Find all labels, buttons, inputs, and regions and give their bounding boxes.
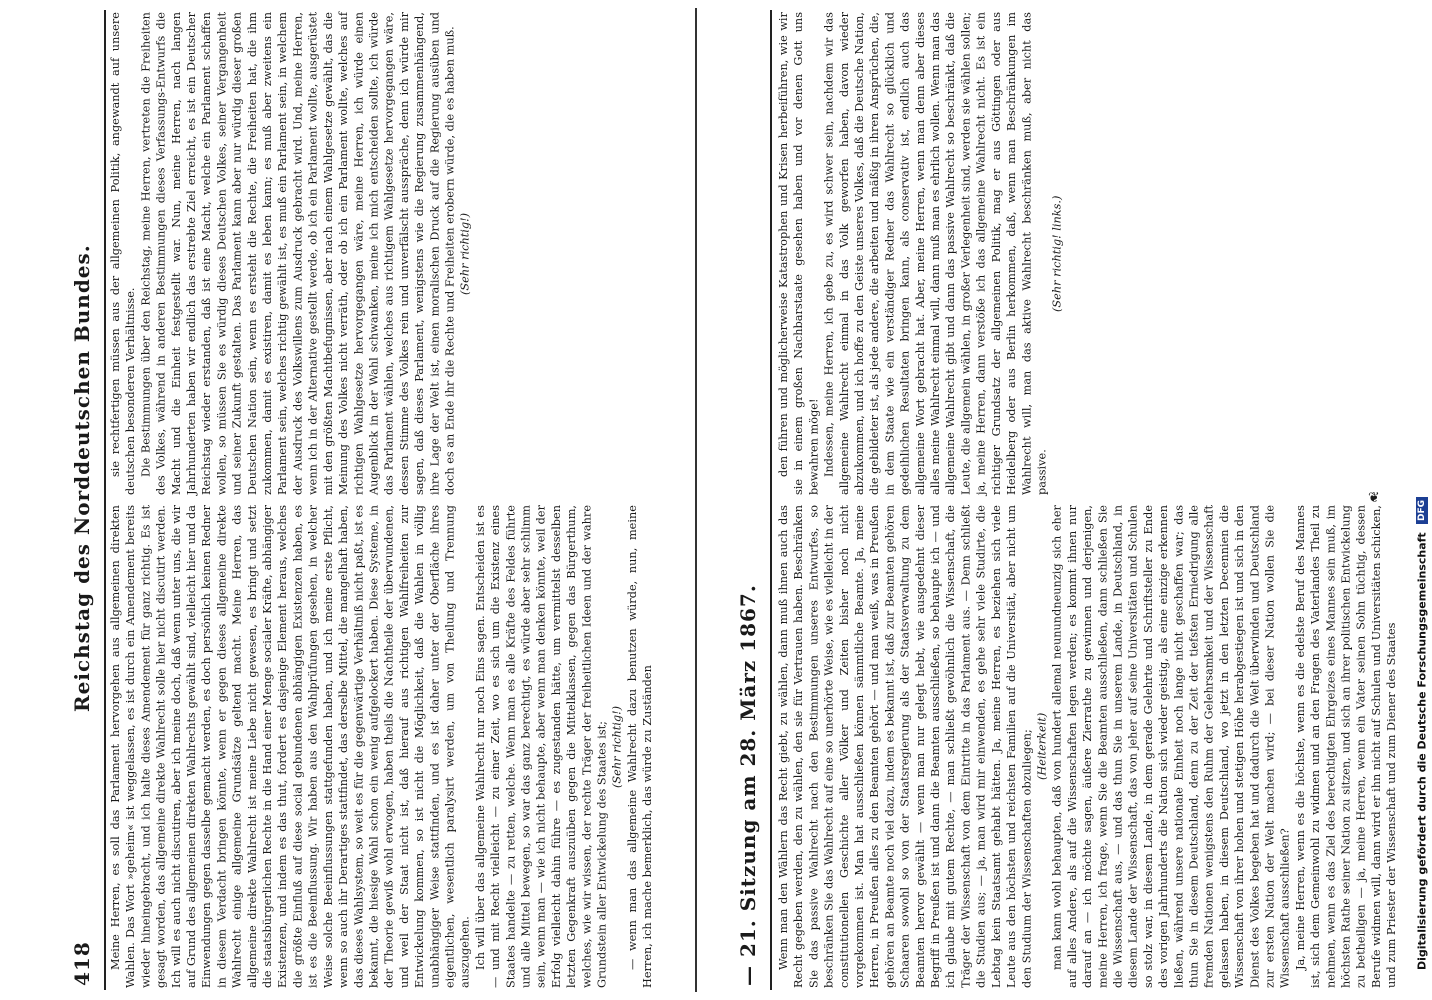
right-column-a xyxy=(776,12,1396,495)
paragraph: Ja, meine Herren, wenn es die höchste, wenn es die edelste Beruf des Mannes ist, sich dem Gemeinwohl zu widmen und an den Fragen des Vaterlandes Theil zu nehmen, wenn es das Ziel des berechtigten Ehrgeizes eines Mannes sein muß, im höchsten Rathe seiner Nation zu sitzen, und sich an ihrer politischen Entwickelung zu betheiligen — ja, meine Herren, wenn ein Vater seinen Sohn tüchtig, dessen Berufe widmen will, dann wird er ihn nicht auf Schulen und Universitäten schicken, und zum Priester der Wissenschaft und zum Diener des Staates xyxy=(1293,505,1399,988)
paragraph: Indessen, meine Herren, ich gebe zu, es wird schwer sein, nachdem wir das allgemeine Wahlrecht einmal in das Volk geworfen haben, davon wieder abzukommen, und ich hoffe zu den Geiste unseres Volkes, daß die Deutsche Nation, die gebildeter ist, als jede andere, die arbeiten und mäßig in ihren Ansprüchen, die, in dem Staate wie ein verständiger Redner das Wahlrecht so glücklich und gedeihlichen Resultaten bringen kann, als conservativ ist, endlich auch das allgemeine Wort gebracht hat. Aber, meine Herren, wenn man denn aber dieses alles meine Wahlrecht einmal will, dann muß man es ehrlich wollen. Wenn man das allgemeine Wahlrecht gibt und dann das passive Wahlrecht so beschränkt, daß die Leute, die allgemein wählen, in großer Verlegenheit sind, werden sie wählen sollen; ja, meine Herren, dann verstöße ich das allgemeine Wahlrecht nicht. Es ist ein richtiger Grundsatz der allgemeinen Politik, mag er aus Göttingen oder aus Heidelberg oder aus Berlin herkommen, daß, wenn man Beschränkungen im Wahlrecht will, man das aktive Wahlrecht beschränken muß, aber nicht das passive. xyxy=(822,12,1049,495)
paragraph: sie rechtfertigen müssen aus der allgemeinen Politik, angewandt auf unsere deutschen besonderen Verhältnisse. xyxy=(109,12,138,495)
header-rule xyxy=(104,10,106,990)
right-column-b xyxy=(776,505,1399,988)
header-rule xyxy=(770,10,772,990)
paragraph: Die Bestimmungen über den Reichstag, meine Herren, vertreten die Freiheiten des Volkes, während in anderen Bestimmungen dieses Verfassungs-Entwurfs die Macht und die Einheit festgestellt war. Nun, meine Herren, nach langen Jahrhunderten haben wir endlich das erstrebte Ziel erreicht, es ist ein Deutscher Reichstag wieder erstanden, daß ist eine Macht, welche ein Parlament schaffen wollen, so müssen Sie es würdig dieses Deutschen Volkes, seiner Vergangenheit und seiner Zukunft gestalten. Das Parlament kann aber nur würdig dieser großen Deutschen Nation sein, wenn es ersteht die Rechte, die Freiheiten hat, die ihm zukommen, damit es existiren, damit es leben kann; es muß aber zweitens ein Parlament sein, welches richtig gewählt ist, es muß ein Parlament sein, in welchem der Ausdruck des Volkswillens zum Ausdruck gebracht wird. Und, meine Herren, wenn ich in der Alternative gestellt werde, ob ich ein Parlament wollte, ausgerüstet mit den größten Machtbefugnissen, aber nach einem Wahlgesetze gewählt, das die Meinung des Volkes nicht verräth, oder ob ich ein Parlament wollte, welches auf richtigen Wahlgesetze hervorgegangen wäre, meine Herren, ich würde einen Augenblick in der Wahl schwanken, meine ich mich entscheiden sollte, ich würde das Parlament wählen, welches aus richtigem Wahlgesetze hervorgegangen wäre, dessen Stimme des Volkes rein und unverfälscht ausspräche, denn ich würde mir sagen, daß dieses Parlament, wenigstens wie die Regierung zusammenhängend, ihre Lage der Welt ist, einen moralischen Druck auf die Regierung ausüben und doch es an Ende ihr die Rechte und Freiheiten erobern würde, die es haben muß. xyxy=(139,12,457,495)
interjection: (Sehr richtig!) xyxy=(610,705,624,788)
dfg-logo: DFG xyxy=(1416,497,1428,524)
interjection: (Sehr richtig! links.) xyxy=(1050,195,1064,312)
left-header-title: Reichstag des Norddeutschen Bundes. xyxy=(70,243,94,712)
interjection: (Heiterkeit) xyxy=(1035,712,1049,781)
paragraph: den führen und möglicherweise Katastrophen und Krisen herbeiführen, wie wir sie in einem großen Nachbarstaate gesehen haben und vor denen Gott uns bewahren möge! xyxy=(777,12,821,495)
paragraph: Meine Herren, es soll das Parlament hervorgehen aus allgemeinen direkten Wahlen. Das Wort »geheim« ist weggelassen, es ist durch ein Amendement bereits wieder hineingebracht, und ich halte dieses Amendement für ganz richtig. Es ist gesagt worden, das allgemeine direkte Wahlrecht solle hier nicht discutirt werden. Ich will es auch nicht discutiren, aber ich meine doch, daß wenn unter uns, die wir auf Grund des allgemeinen direkten Wahlrechts gewählt sind, vielleicht hier und da Einwendungen gegen dasselbe gemacht werden, es doch persönlich keinen Redner in diesem Verdacht bringen könnte, wenn er gegen dieses allgemeine direkte Wahlrecht einige allgemeine Grundsätze geltend macht. Meine Herren, das allgemeine direkte Wahlrecht ist meine Liebe nicht gewesen, es bringt und setzt die staatsbürgerlichen Rechte in die Hand einer Menge socialer Kräfte, abhängiger Existenzen, und indem es das thut, fordert es dasjenige Element heraus, welches die größte Einfluß auf diese social gebundenen abhängigen Existenzen haben, es ist es die Beeinflussung. Wir haben aus den Wahlprüfungen gesehen, in welcher Weise solche Beeinflussungen stattgefunden haben, und ich meine erste Pflicht, wenn so auch ihr Derartiges stattfindet, das derselbe Mittel, die mangelhaft haben, das dieses Wahlsystem, so weit es für die gegenwärtige Verhältniß nicht paßt, ist es bekannt, die hiesige Wahl schon ein wenig aufgelockert haben. Diese Systeme, in der Theorie gewiß wohl erwogen, haben theils die Nachtheile der überwundenen, und weil der Staat nicht ist, daß hierauf aus richtigen Wahlfreiheiten zur Entwickelung kommen, so ist nicht die Möglichkeit, daß die Wahlen in völlig unabhängiger Weise stattfinden, und es ist daher unter der Oberfläche ihres eigentlichen, wesentlich paralysirt werden, um von Theilung und Trennung auszugehen. xyxy=(109,505,472,988)
paragraph: man kann wohl behaupten, daß von hundert allemal neunundneunzig sich eher auf alles Andere, als auf die Wissenschaften legen werden; es kommt ihnen nur darauf an — ich möchte sagen, äußere Zierrathe zu gewinnen und derjenigen, meine Herren, ich frage, wenn Sie die Beamten ausschließen, dann schließen Sie die Wissenschaft aus, — und das thun Sie in unserem Lande, in Deutschland, in diesem Lande der Wissenschaft, das von jeher auf seine Universitäten und Schulen so stolz war, in diesem Lande, in dem gerade Gelehrte und Schriftsteller zu Ende des vorigen Jahrhunderts die Nation sich wieder geistig, als eine einzige erkennen ließen, während unsere nationale Einheit noch lange nicht geschaffen war; das thun Sie in diesem Deutschland, denn zu der Zeit der tiefsten Erniedrigung alle fremden Nationen wenigstens den Ruhm der Gelehrsamkeit und der Wissenschaft gelassen haben, in diesem Deutschland, wo jetzt in den letzten Decennien die Wissenschaft von ihrer hohen und stetigen Höhe herabgestiegen ist und sich in den Dienst des Volkes begeben hat und dadurch die Welt überwinden und Deutschland zur ersten Nation der Welt machen wird; — bei dieser Nation wollen Sie die Wissenschaft ausschließen? xyxy=(1050,505,1292,988)
interjection: (Sehr richtig!) xyxy=(458,212,472,295)
paragraph: Wenn man den Wählern das Recht giebt, zu wählen, dann muß ihnen auch das Recht gegeben werden, den zu wählen, den sie für Vertrauen haben. Beschränken Sie das passive Wahlrecht nach den Bestimmungen unseres Entwurfes, so beschränken Sie das Wahlrecht auf eine so unerhörte Weise, wie es vielleicht in der constitutionellen Geschichte aller Völker und Zeiten bisher noch nicht vorgekommen ist. Man hat ausschließen können sämmtliche Beamte. Ja, meine Herren, in Preußen alles zu den Beamten gehört — und man weiß, was in Preußen gehören an Beamte noch viel dazu, indem es bekannt ist, daß zur Beamten gehören Schaaren sowohl so von der Staatsregierung als der Staatsverwaltung zu dem Beamten hervor gewählt — wenn man nur gelegt hebt, wie ausgedehnt dieser Begriff in Preußen ist und dann die Beamten ausschließen, so behaupte ich — und ich glaube mit gutem Rechte, — man schließt gewöhnlich die Wissenschaft, die Träger der Wissenschaft von dem Eintritte in das Parlament aus. — Denn schließt die Studien aus; — ja, man wird mir einwenden, es gehe sehr viele Studirte, die Lebtag kein Staatsamt gehabt hätten. Ja, meine Herren, es beziehen sich viele Leute aus den höchsten und reichsten Familien auf die Universität, aber nicht um den Studium der Wissenschaften obzuliegen; xyxy=(777,505,1034,988)
paragraph: Ich will über das allgemeine Wahlrecht nur noch Eins sagen. Entscheiden ist es — und mit Recht vielleicht — zu einer Zeit, wo es sich um die Existenz eines Staates handelte — zu retten, welche. Wenn man es alle Kräfte des Feldes führte und alle Mittel bewegen, so war das ganz berechtigt, es würde aber sehr schlimm sein, wenn man — wie ich nicht behaupte, aber wenn man denken könnte, weil der Erfolg vielleicht dahin führe — es zugestanden hätte, um vermittelst desselben letzten Gegenkraft auszuüben gegen die Mittelklassen, gegen das Bürgerthum, welches, wie wir wissen, der rechte Träger der freiheitlichen Ideen und der wahre Grundstein aller Entwickelung des Staates ist; xyxy=(473,505,609,988)
page-number: 418 xyxy=(70,941,94,986)
credit-text: Digitalisierung gefördert durch die Deutsche Forschungsgemeinschaft xyxy=(1415,532,1429,970)
paragraph: — wenn man das allgemeine Wahlrecht dazu benutzen würde, nun, meine Herren, ich mache bemerklich, das würde zu Zuständen xyxy=(625,505,655,988)
left-column-a xyxy=(108,12,698,495)
right-header-title: — 21. Sitzung am 28. März 1867. xyxy=(736,584,760,986)
right-page-half xyxy=(700,0,1410,1000)
ornament-mark: ❦ xyxy=(1368,490,1380,506)
left-column-b xyxy=(108,505,698,988)
left-page-half xyxy=(0,0,700,1000)
right-running-header xyxy=(728,0,768,1000)
page-gutter-rule xyxy=(695,8,697,992)
digitization-credit xyxy=(1414,30,1430,970)
left-running-header xyxy=(62,0,102,1000)
